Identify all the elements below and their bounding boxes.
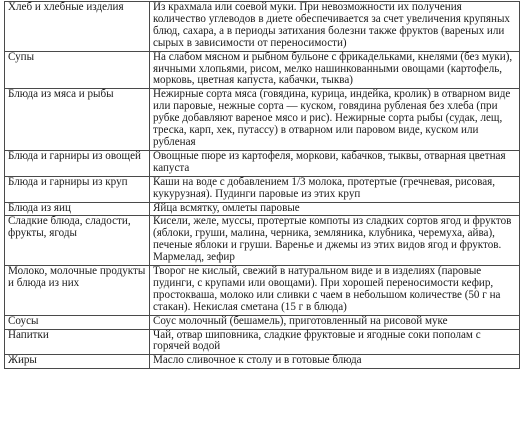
diet-table-body xyxy=(5,2,520,369)
allowed-foods-cell: Соус молочный (бешамель), приготовленный на рисовой муке xyxy=(150,315,520,329)
table-row xyxy=(5,202,520,216)
table-row xyxy=(5,176,520,202)
dish-category-cell: Блюда и гарниры из овощей xyxy=(5,150,150,176)
table-row xyxy=(5,355,520,369)
allowed-foods-cell: Нежирные сорта мяса (говядина, курица, индейка, кролик) в отварном виде или паровые, нежные сорта — куском, говядина рубленая без хлеба (при рубке добавляют вареное мясо и рис). Нежирные сорта рыбы (судак, лещ, треска, карп, хек, путассу) в отварном или паровом виде, куском или рубленая xyxy=(150,89,520,151)
dish-category-cell: Соусы xyxy=(5,315,150,329)
allowed-foods-cell: Масло сливочное к столу и в готовые блюда xyxy=(150,355,520,369)
table-row xyxy=(5,51,520,89)
allowed-foods-cell: Из крахмала или соевой муки. При невозможности их получения количество углеводов в диете обеспечивается за счет увеличения крупяных блюд, сахара, а в периоды затихания болезни также фруктов (вареных или сырых в зависимости от переносимости) xyxy=(150,2,520,52)
dish-category-cell: Молоко, молочные продукты и блюда из них xyxy=(5,266,150,316)
table-row xyxy=(5,2,520,52)
table-row xyxy=(5,315,520,329)
dish-category-cell: Блюда и гарниры из круп xyxy=(5,176,150,202)
dish-category-cell: Сладкие блюда, сладости, фрукты, ягоды xyxy=(5,216,150,266)
dish-category-cell: Напитки xyxy=(5,329,150,355)
dish-category-cell: Блюда из яиц xyxy=(5,202,150,216)
dish-category-cell: Супы xyxy=(5,51,150,89)
diet-table xyxy=(4,1,520,369)
allowed-foods-cell: Кисели, желе, муссы, протертые компоты из сладких сортов ягод и фруктов (яблоки, груши, малина, черника, земляника, клубника, черемуха, айва), печеные яблоки и груши. Варенье и джемы из этих видов ягод и фруктов. Мармелад, зефир xyxy=(150,216,520,266)
table-row xyxy=(5,329,520,355)
allowed-foods-cell: Овощные пюре из картофеля, моркови, кабачков, тыквы, отварная цветная капуста xyxy=(150,150,520,176)
dish-category-cell: Блюда из мяса и рыбы xyxy=(5,89,150,151)
table-row xyxy=(5,216,520,266)
allowed-foods-cell: Творог не кислый, свежий в натуральном виде и в изделиях (паровые пудинги, с крупами или овощами). При хорошей переносимости кефир, простокваша, молоко или сливки с чаем в небольшом количестве (50 г на стакан). Некислая сметана (15 г в блюда) xyxy=(150,266,520,316)
table-row xyxy=(5,89,520,151)
allowed-foods-cell: Каши на воде с добавлением 1/3 молока, протертые (гречневая, рисовая, кукурузная). Пудинги паровые из этих круп xyxy=(150,176,520,202)
table-row xyxy=(5,266,520,316)
table-row xyxy=(5,150,520,176)
dish-category-cell: Жиры xyxy=(5,355,150,369)
allowed-foods-cell: Яйца всмятку, омлеты паровые xyxy=(150,202,520,216)
dish-category-cell: Хлеб и хлебные изделия xyxy=(5,2,150,52)
allowed-foods-cell: На слабом мясном и рыбном бульоне с фрикадельками, кнелями (без муки), яичными хлопьями, рисом, мелко нашинкованными овощами (картофель, морковь, цветная капуста, кабачки, тыква) xyxy=(150,51,520,89)
allowed-foods-cell: Чай, отвар шиповника, сладкие фруктовые и ягодные соки пополам с горячей водой xyxy=(150,329,520,355)
